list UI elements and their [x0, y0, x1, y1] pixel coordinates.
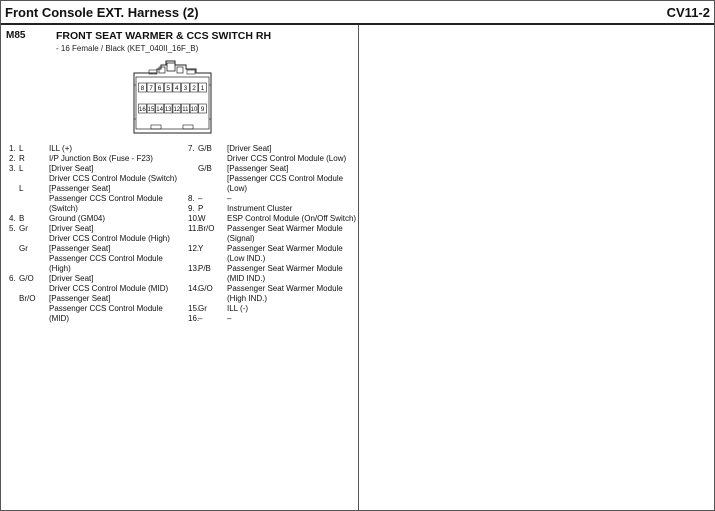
- pin-row: [188, 154, 358, 164]
- pin-list-left: [9, 144, 189, 324]
- pin-index: 1.: [9, 144, 16, 153]
- pin-index: 6.: [9, 274, 16, 283]
- pin-index: 5.: [9, 224, 16, 233]
- wire-color: W: [198, 214, 206, 223]
- pin-description: Passenger Seat Warmer Module: [227, 264, 343, 273]
- pin-description: Passenger CCS Control Module: [49, 304, 163, 313]
- pin-row: [188, 294, 358, 304]
- pin-row: [9, 264, 189, 274]
- pin-row: [188, 284, 358, 294]
- pin-description: [Passenger Seat]: [49, 294, 111, 303]
- wire-color: B: [19, 214, 25, 223]
- pin-row: [9, 304, 189, 314]
- wire-color: Br/O: [19, 294, 36, 303]
- pin-description: (Switch): [49, 204, 78, 213]
- pin-row: [9, 194, 189, 204]
- pin-row: [9, 254, 189, 264]
- pin-number: 13: [164, 107, 172, 113]
- pin-description: Passenger CCS Control Module: [49, 194, 163, 203]
- pin-number: 12: [173, 107, 181, 113]
- pin-index: 7.: [188, 144, 195, 153]
- connector-subtitle: - 16 Female / Black (KET_040II_16F_B): [56, 44, 199, 53]
- pin-number: 14: [156, 107, 163, 113]
- pin-row: [9, 184, 189, 194]
- pin-number: 6: [157, 85, 162, 92]
- connector-title: FRONT SEAT WARMER & CCS SWITCH RH: [56, 30, 272, 42]
- pin-description: Instrument Cluster: [227, 204, 293, 213]
- pin-number: 5: [166, 85, 171, 92]
- pin-description: –: [227, 194, 232, 203]
- pin-index: 10.: [188, 214, 200, 223]
- pin-number: 10: [190, 107, 198, 113]
- pin-description: [Driver Seat]: [227, 144, 272, 153]
- wire-color: –: [198, 194, 203, 203]
- pin-number: 2: [192, 85, 196, 92]
- pin-row: [9, 224, 189, 234]
- pin-row: [188, 244, 358, 254]
- pin-index: 15.: [188, 304, 200, 313]
- pin-description: ESP Control Module (On/Off Switch): [227, 214, 357, 223]
- pin-description: (Low): [227, 184, 248, 193]
- connector-face-diagram: [121, 59, 221, 139]
- pin-row: [188, 254, 358, 264]
- pin-row: [9, 204, 189, 214]
- pin-number: 8: [140, 85, 145, 92]
- pin-row: [9, 274, 189, 284]
- pin-number: 1: [200, 85, 205, 92]
- pin-row: [188, 164, 358, 174]
- pin-description: (MID): [49, 314, 69, 323]
- pin-row: [188, 144, 358, 154]
- connector-body: [134, 61, 211, 133]
- pin-row: [188, 174, 358, 184]
- pin-row: [188, 184, 358, 194]
- wire-color: G/O: [198, 284, 213, 293]
- wire-color: G/O: [19, 274, 34, 283]
- wire-color: Gr: [19, 244, 28, 253]
- pin-row: [188, 264, 358, 274]
- harness-title: Front Console EXT. Harness (2): [5, 5, 199, 20]
- pin-row: [188, 234, 358, 244]
- pin-row: [188, 304, 358, 314]
- pin-description: (Low IND.): [227, 254, 266, 263]
- pin-description: Passenger Seat Warmer Module: [227, 224, 343, 233]
- pin-index: 16.: [188, 314, 200, 323]
- wire-color: G/B: [198, 164, 212, 173]
- pin-description: Driver CCS Control Module (Low): [227, 154, 347, 163]
- pin-description: Driver CCS Control Module (MID): [49, 284, 169, 293]
- pin-row: [9, 244, 189, 254]
- pin-row: [188, 224, 358, 234]
- pin-description: (Signal): [227, 234, 255, 243]
- pin-number: 11: [182, 107, 189, 113]
- wire-color: L: [19, 144, 24, 153]
- pin-row: [9, 314, 189, 324]
- page-header: [1, 1, 714, 25]
- pin-number: 15: [147, 107, 155, 113]
- pin-row: [9, 144, 189, 154]
- wire-color: Gr: [198, 304, 207, 313]
- pin-number: 16: [139, 107, 146, 113]
- pin-description: Driver CCS Control Module (High): [49, 234, 170, 243]
- pin-description: Ground (GM04): [49, 214, 106, 223]
- wire-color: P: [198, 204, 204, 213]
- pin-description: –: [227, 314, 232, 323]
- wire-color: G/B: [198, 144, 212, 153]
- pin-description: (MID IND.): [227, 274, 266, 283]
- pin-description: [Driver Seat]: [49, 164, 94, 173]
- pin-number: 4: [174, 85, 179, 92]
- pin-description: [Passenger Seat]: [227, 164, 289, 173]
- wire-color: Gr: [19, 224, 28, 233]
- pin-row: [9, 284, 189, 294]
- pin-row: [9, 234, 189, 244]
- pin-description: ILL (+): [49, 144, 73, 153]
- pin-description: [Passenger Seat]: [49, 184, 111, 193]
- pin-description: Passenger Seat Warmer Module: [227, 244, 343, 253]
- pin-number: 9: [200, 106, 205, 113]
- pin-list-right: [188, 144, 358, 324]
- pin-index: 14.: [188, 284, 200, 293]
- wire-color: Br/O: [198, 224, 215, 233]
- pin-number: 3: [183, 85, 188, 92]
- pin-description: I/P Junction Box (Fuse - F23): [49, 154, 153, 163]
- pin-index: 2.: [9, 154, 16, 163]
- connector-id: M85: [6, 30, 26, 41]
- pin-index: 4.: [9, 214, 16, 223]
- pin-index: 3.: [9, 164, 16, 173]
- pin-description: [Driver Seat]: [49, 224, 94, 233]
- pin-description: (High IND.): [227, 294, 268, 303]
- pin-row: [188, 214, 358, 224]
- pin-description: Passenger CCS Control Module: [49, 254, 163, 263]
- wire-color: L: [19, 164, 24, 173]
- pin-index: 9.: [188, 204, 195, 213]
- pin-index: 12.: [188, 244, 200, 253]
- page-code: CV11-2: [666, 5, 710, 20]
- pin-row: [188, 314, 358, 324]
- pin-row: [9, 174, 189, 184]
- wire-color: P/B: [198, 264, 211, 273]
- pin-description: Passenger Seat Warmer Module: [227, 284, 343, 293]
- pin-row: [188, 274, 358, 284]
- pin-index: 11.: [188, 224, 199, 233]
- wire-color: L: [19, 184, 24, 193]
- pin-row: [188, 194, 358, 204]
- wire-color: –: [198, 314, 203, 323]
- pin-row: [9, 164, 189, 174]
- pin-description: [Passenger Seat]: [49, 244, 111, 253]
- column-divider: [358, 25, 359, 510]
- pin-row: [9, 294, 189, 304]
- pin-description: (High): [49, 264, 71, 273]
- pin-index: 8.: [188, 194, 195, 203]
- wire-color: R: [19, 154, 25, 163]
- pin-number: 7: [149, 85, 153, 92]
- wire-color: Y: [198, 244, 204, 253]
- pin-description: [Passenger CCS Control Module: [227, 174, 344, 183]
- pin-index: 13.: [188, 264, 200, 273]
- pin-description: Driver CCS Control Module (Switch): [49, 174, 178, 183]
- pin-description: ILL (-): [227, 304, 249, 313]
- pin-description: [Driver Seat]: [49, 274, 94, 283]
- pin-row: [188, 204, 358, 214]
- pin-row: [9, 214, 189, 224]
- pin-row: [9, 154, 189, 164]
